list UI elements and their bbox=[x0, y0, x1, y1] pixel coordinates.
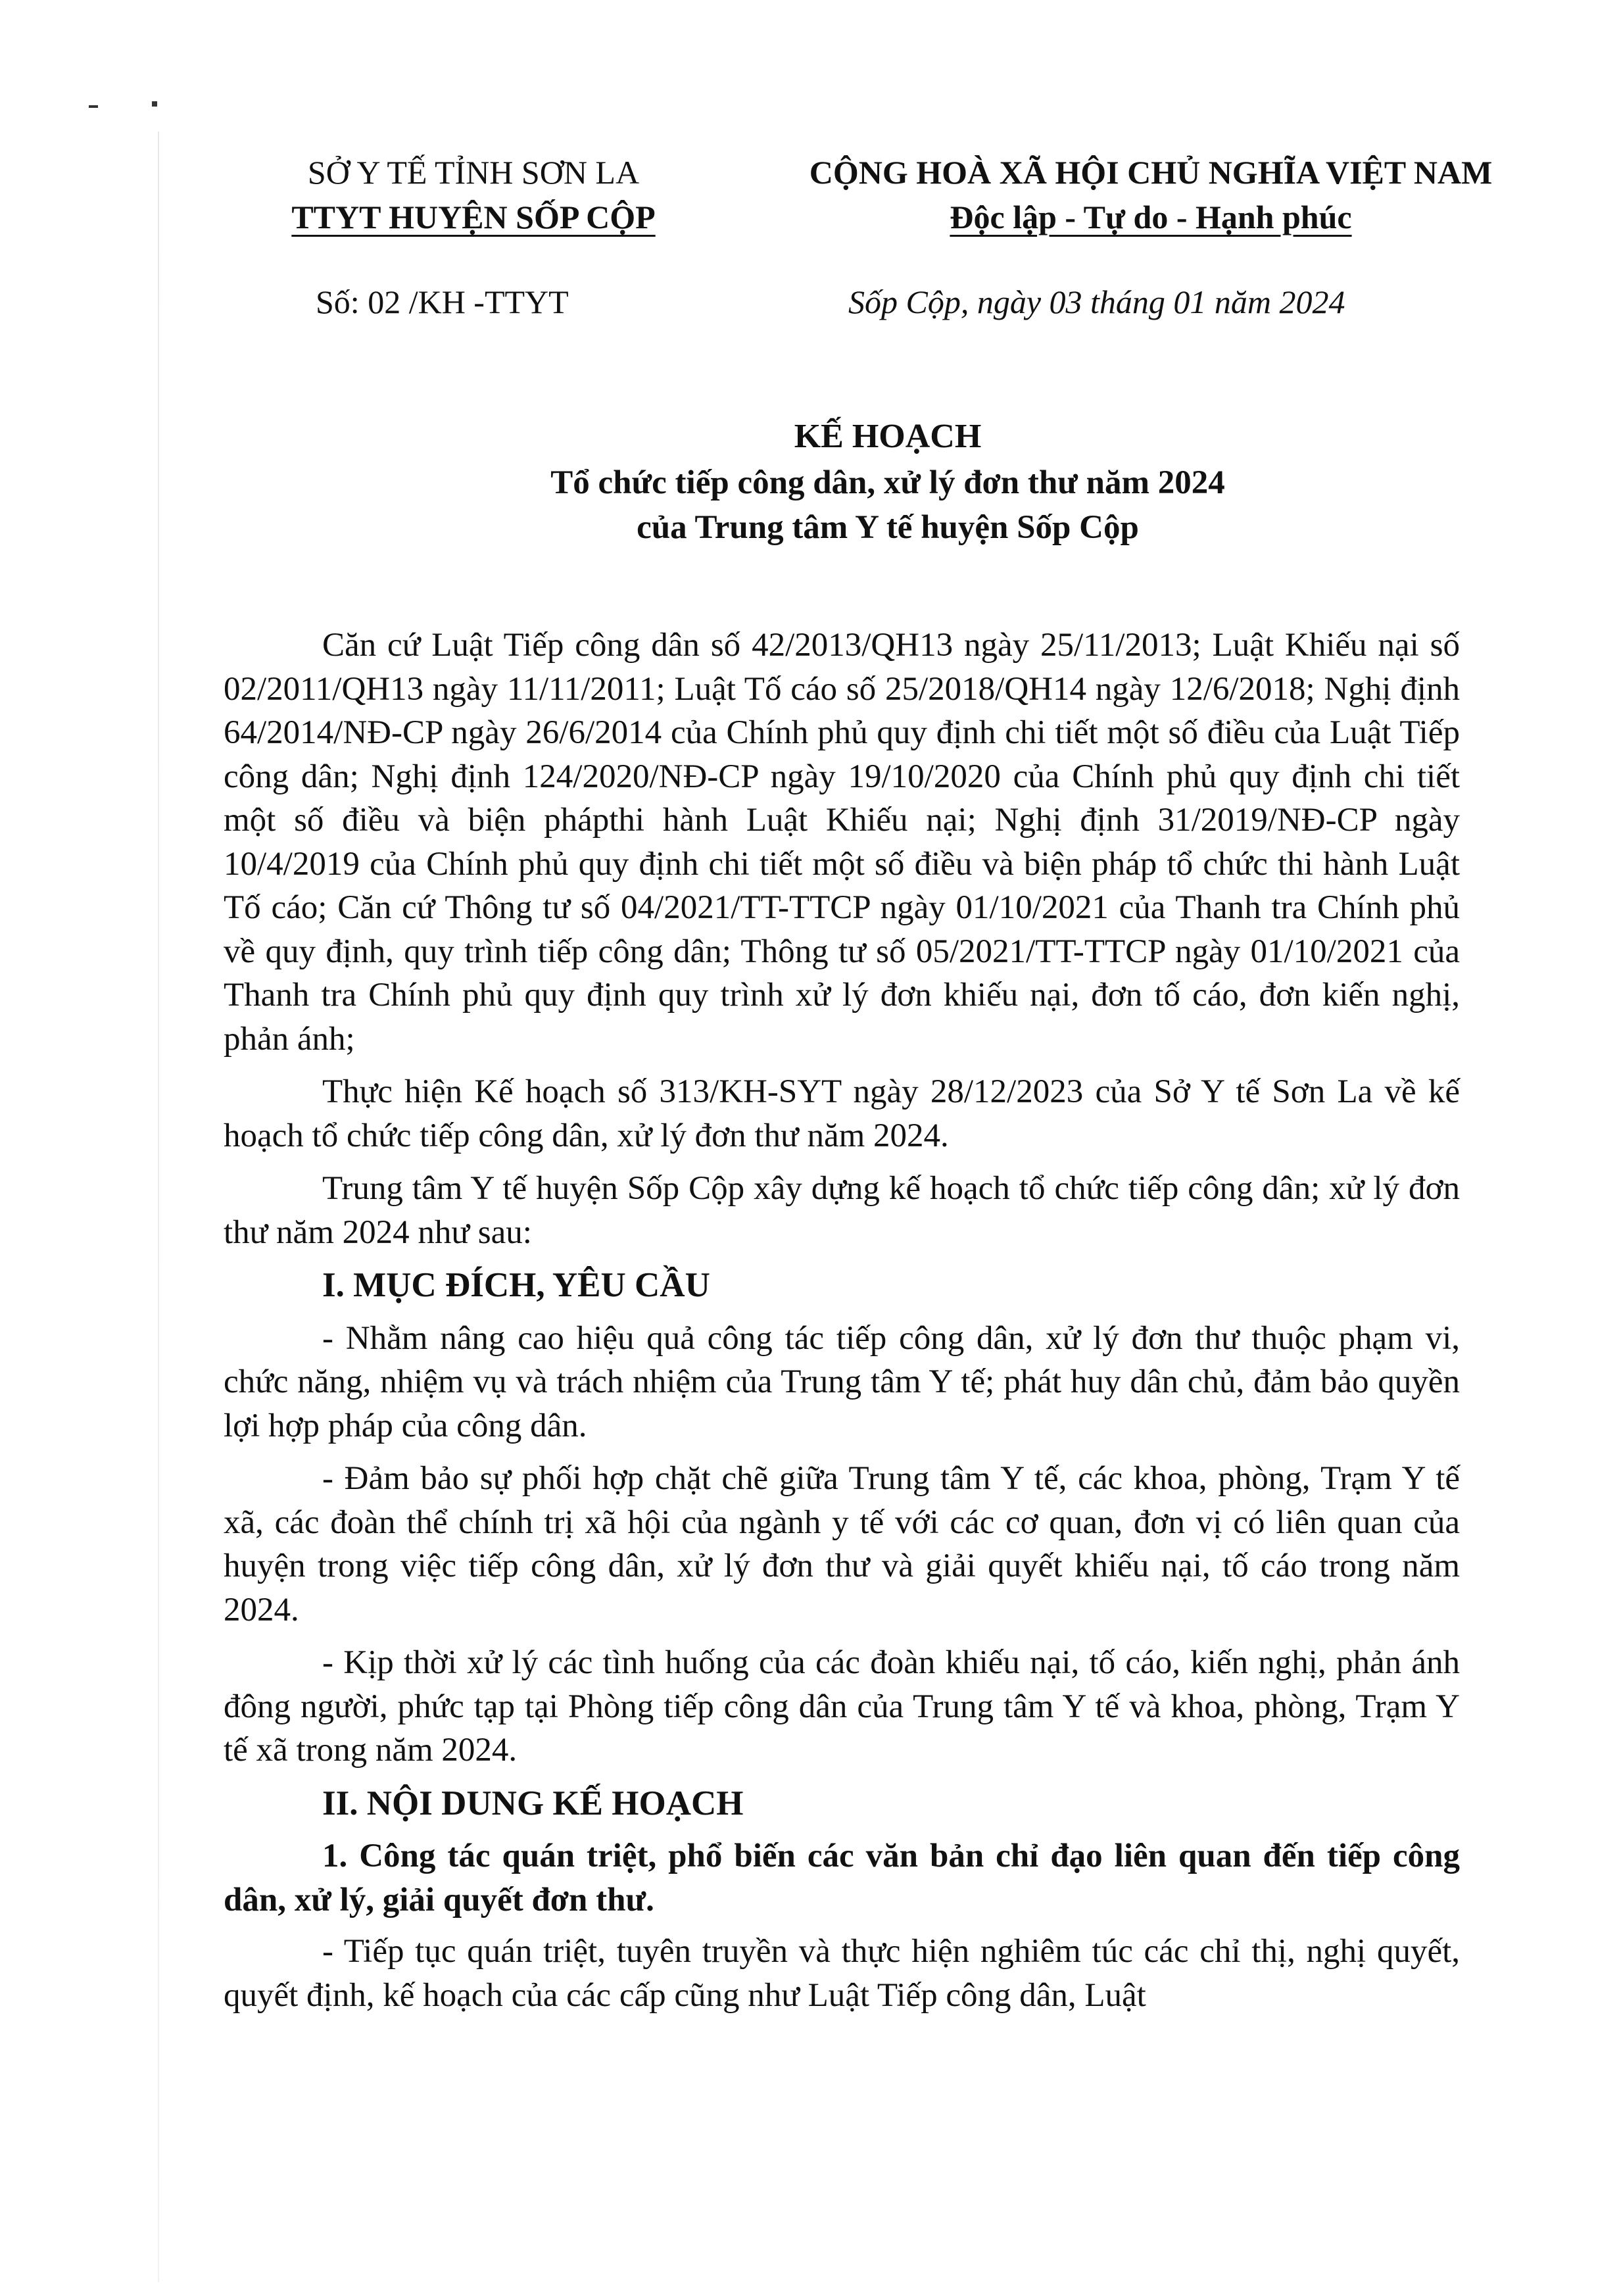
scan-fold-line bbox=[158, 132, 159, 2282]
purpose-item-2: - Đảm bảo sự phối hợp chặt chẽ giữa Trung tâm Y tế, các khoa, phòng, Trạm Y tế xã, các đoàn thể chính trị xã hội của ngành y tế với các cơ quan, đơn vị có liên quan của huyện trong việc tiếp công dân, xử lý đơn thư và giải quyết khiếu nại, tố cáo trong năm 2024. bbox=[224, 1460, 1460, 1628]
document-number: Số: 02 /KH -TTYT bbox=[316, 283, 569, 320]
section-heading-2: II. NỘI DUNG KẾ HOẠCH bbox=[322, 1784, 744, 1822]
title-subject: Tổ chức tiếp công dân, xử lý đơn thư năm 2024 bbox=[550, 464, 1225, 501]
subsection-heading-1: 1. Công tác quán triệt, phổ biến các văn bản chỉ đạo liên quan đến tiếp công dân, xử lý, giải quyết đơn thư. bbox=[224, 1838, 1460, 1918]
country-name: CỘNG HOÀ XÃ HỘI CHỦ NGHĨA VIỆT NAM bbox=[809, 154, 1493, 191]
document-title bbox=[197, 413, 1578, 550]
legal-basis-paragraph: Căn cứ Luật Tiếp công dân số 42/2013/QH13 ngày 25/11/2013; Luật Khiếu nại số 02/2011/QH13 ngày 11/11/2011; Luật Tố cáo số 25/2018/QH14 ngày 12/6/2018; Nghị định 64/2014/NĐ-CP ngày 26/6/2014 của Chính phủ quy định chi tiết một số điều của Luật Tiếp công dân; Nghị định 124/2020/NĐ-CP ngày 19/10/2020 của Chính phủ quy định chi tiết một số điều và biện phápthi hành Luật Khiếu nại; Nghị định 31/2019/NĐ-CP ngày 10/4/2019 của Chính phủ quy định chi tiết một số điều và biện pháp tổ chức thi hành Luật Tố cáo; Căn cứ Thông tư số 04/2021/TT-TTCP ngày 01/10/2021 của Thanh tra Chính phủ về quy định, quy trình tiếp công dân; Thông tư số 05/2021/TT-TTCP ngày 01/10/2021 của Thanh tra Chính phủ quy định quy trình xử lý đơn khiếu nại, đơn tố cáo, đơn kiến nghị, phản ánh; bbox=[224, 627, 1460, 1058]
title-organization: của Trung tâm Y tế huyện Sốp Cộp bbox=[637, 509, 1139, 546]
document-date: Sốp Cộp, ngày 03 tháng 01 năm 2024 bbox=[848, 283, 1345, 320]
title-main: KẾ HOẠCH bbox=[794, 418, 982, 455]
agency-name: TTYT HUYỆN SỐP CỘP bbox=[291, 199, 656, 235]
document-body bbox=[224, 623, 1460, 2026]
purpose-item-1: - Nhằm nâng cao hiệu quả công tác tiếp công dân, xử lý đơn thư thuộc phạm vi, chức năng, nhiệm vụ và trách nhiệm của Trung tâm Y tế; phát huy dân chủ, đảm bảo quyền lợi hợp pháp của công dân. bbox=[224, 1319, 1460, 1444]
agency-parent: SỞ Y TẾ TỈNH SƠN LA bbox=[307, 154, 640, 191]
purpose-item-3: - Kịp thời xử lý các tình huống của các đoàn khiếu nại, tố cáo, kiến nghị, phản ánh đông người, phức tạp tại Phòng tiếp công dân của Trung tâm Y tế và khoa, phòng, Trạm Y tế xã trong năm 2024. bbox=[224, 1644, 1460, 1769]
section-heading-1: I. MỤC ĐÍCH, YÊU CẦU bbox=[322, 1266, 710, 1304]
scan-artifact bbox=[89, 105, 161, 109]
motto: Độc lập - Tự do - Hạnh phúc bbox=[950, 199, 1352, 235]
national-motto bbox=[750, 150, 1552, 239]
issuing-agency bbox=[237, 150, 710, 239]
implementation-paragraph: Thực hiện Kế hoạch số 313/KH-SYT ngày 28/12/2023 của Sở Y tế Sơn La về kế hoạch tổ chức tiếp công dân, xử lý đơn thư năm 2024. bbox=[224, 1073, 1460, 1154]
content-item-1: - Tiếp tục quán triệt, tuyên truyền và thực hiện nghiêm túc các chỉ thị, nghị quyết, quyết định, kế hoạch của các cấp cũng như Luật Tiếp công dân, Luật bbox=[224, 1933, 1460, 2014]
intro-paragraph: Trung tâm Y tế huyện Sốp Cộp xây dựng kế hoạch tổ chức tiếp công dân; xử lý đơn thư năm 2024 như sau: bbox=[224, 1170, 1460, 1251]
